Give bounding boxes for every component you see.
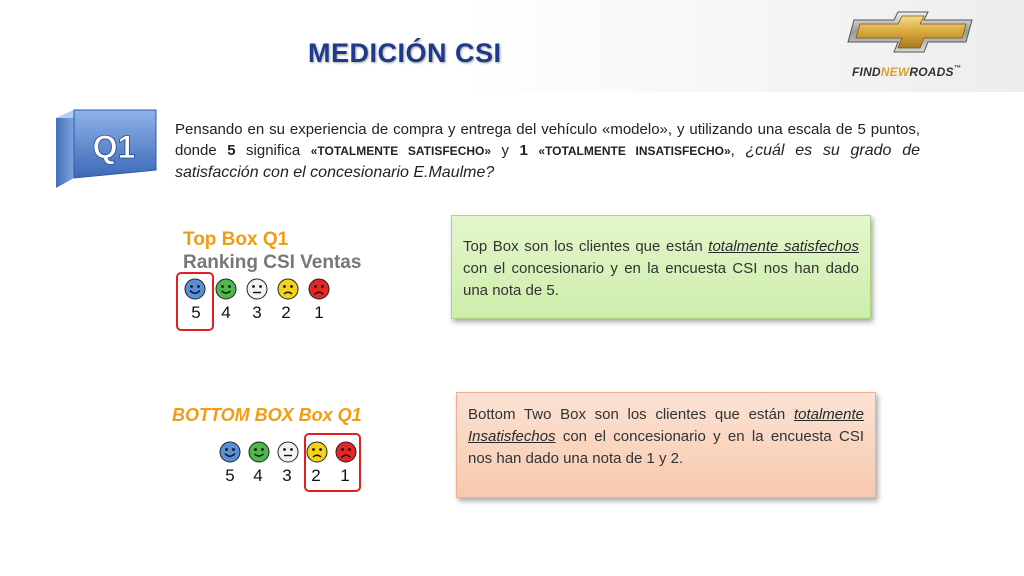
q1-badge	[52, 108, 160, 192]
top-box-title: Top Box Q1	[183, 229, 289, 250]
scale-number: 3	[252, 303, 262, 322]
happy-face-icon	[248, 441, 270, 463]
scale-number: 5	[225, 466, 235, 485]
very-happy-face-icon	[219, 441, 241, 463]
bottom-box-title: BOTTOM BOX Box Q1	[172, 405, 362, 425]
scale-number: 1	[340, 466, 350, 485]
top-box-subtitle: Ranking CSI Ventas	[183, 252, 362, 273]
q1-badge-label: Q1	[92, 129, 136, 165]
angry-face-icon	[308, 278, 330, 300]
brand-logo	[840, 10, 985, 80]
top-box-description: Top Box son los clientes que están totalmente satisfechos con el concesionario y en la encuesta CSI nos han dado una nota de 5.	[451, 215, 871, 319]
scale-number: 1	[314, 303, 324, 322]
scale-number: 2	[311, 466, 321, 485]
bottom-box-highlight	[304, 433, 361, 492]
question-text: Pensando en su experiencia de compra y entrega del vehículo «modelo», y utilizando una escala de 5 puntos, donde 5 significa «TOTALMENTE SATISFECHO» y 1 «TOTALMENTE INSATISFECHO», ¿cuál es su grado de satisfacción con el concesionario E.Maulme?	[175, 121, 920, 181]
scale-number: 5	[191, 303, 201, 322]
top-box-highlight	[176, 272, 214, 331]
scale-number: 2	[281, 303, 291, 322]
bottom-box-description: Bottom Two Box son los clientes que están totalmente Insatisfechos con el concesionario y en la encuesta CSI nos han dado una nota de 1 y 2.	[456, 392, 876, 498]
find-new-roads-text: FINDNEWROADS™	[852, 65, 961, 79]
neutral-face-icon	[246, 278, 268, 300]
neutral-face-icon	[277, 441, 299, 463]
scale-number: 3	[282, 466, 292, 485]
unhappy-face-icon	[277, 278, 299, 300]
page-title: MEDICIÓN CSI	[308, 38, 502, 68]
chevrolet-bowtie-icon	[844, 10, 982, 56]
happy-face-icon	[215, 278, 237, 300]
scale-number: 4	[221, 303, 231, 322]
scale-number: 4	[253, 466, 263, 485]
